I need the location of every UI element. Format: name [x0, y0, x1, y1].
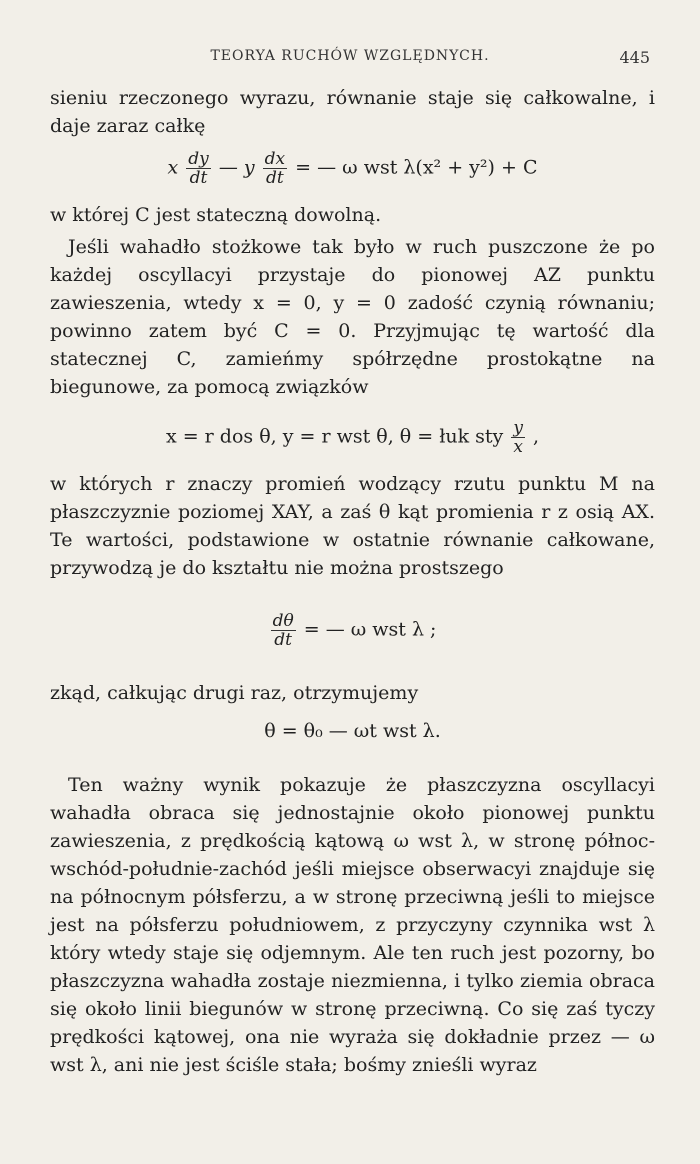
equation-theta: θ = θ₀ — ωt wst λ. — [264, 720, 441, 742]
eq3-frac-numerator: dθ — [272, 611, 294, 631]
eq1-frac2-numerator: dx — [264, 149, 286, 169]
paragraph-2: w której C jest stateczną dowolną. — [50, 204, 382, 226]
eq2-fraction-y-x — [511, 419, 525, 456]
equation-angular-velocity — [50, 612, 655, 649]
page-body — [50, 84, 655, 1079]
paragraph-1: sieniu rzeczonego wyrazu, równanie staje się całkowalne, i daje zaraz całkę — [50, 87, 655, 137]
eq1-frac1-denominator: dt — [189, 168, 208, 188]
eq1-rhs: = — ω wst λ(x² + y²) + C — [295, 156, 538, 179]
eq2-tail: , — [532, 425, 540, 448]
paragraph-3: Jeśli wahadło stożkowe tak było w ruch puszczone że po każdej oscyllacyi przystaje do pionowej AZ punktu zawieszenia, wtedy x = 0, y = 0 zadość czynią równaniu; powinno zatem być C = 0. Przyjmując tę wartość dla statecznej C, zamieńmy spółrzędne prostokątne na biegunowe, za pomocą związków — [50, 236, 655, 398]
paragraph-6: Ten ważny wynik pokazuje że płaszczyzna oscyllacyi wahadła obraca się jednostajnie około pionowej punktu zawieszenia, z prędkością kątową ω wst λ, w stronę północ-wschód-południe-zachód jeśli miejsce obserwacyi znajduje się na północnym półsferzu, a w stronę przeciwną jeśli to miejsce jest na półsferzu południowem, z przyczyny czynnika wst λ który wtedy staje się odjemnym. Ale ten ruch jest pozorny, bo płaszczyzna wahadła zostaje niezmienna, i tylko ziemia obraca się około linii biegunów w stronę przeciwną. Co się zaś tyczy prędkości kątowej, ona nie wyraża się dokładnie przez — ω wst λ, ani nie jest ściśle stała; bośmy znieśli wyraz — [50, 774, 655, 1076]
equation-integral — [50, 150, 655, 187]
equation-polar-coordinates — [50, 419, 655, 456]
eq3-frac-denominator: dt — [274, 630, 292, 650]
eq2-frac-numerator: y — [513, 418, 523, 438]
eq3-fraction-dtheta-dt — [271, 612, 296, 649]
paragraph-5: zkąd, całkując drugi raz, otrzymujemy — [50, 682, 419, 704]
eq1-fraction-dx-dt — [263, 150, 287, 187]
paragraph-4: w których r znaczy promień wodzący rzutu punktu M na płaszczyznie poziomej XAY, a zaś θ kąt promienia r z osią AX. Te wartości, podstawione w ostatnie równanie całkowane, przywodzą je do kształtu nie można prostszego — [50, 473, 655, 579]
eq1-frac1-numerator: dy — [188, 149, 209, 169]
eq1-frac2-denominator: dt — [266, 168, 284, 188]
eq3-rhs: = — ω wst λ ; — [303, 618, 437, 641]
page-number: 445 — [619, 48, 650, 67]
eq2-frac-denominator: x — [513, 437, 523, 457]
running-title: TEORYA RUCHÓW WZGLĘDNYCH. — [210, 48, 490, 64]
eq1-minus-y: — y — [218, 156, 261, 179]
running-head — [0, 48, 700, 72]
eq1-fraction-dy-dt — [186, 150, 211, 187]
eq1-x: x — [167, 156, 179, 179]
eq2-relations: x = r dos θ, y = r wst θ, θ = łuk sty — [165, 425, 510, 448]
